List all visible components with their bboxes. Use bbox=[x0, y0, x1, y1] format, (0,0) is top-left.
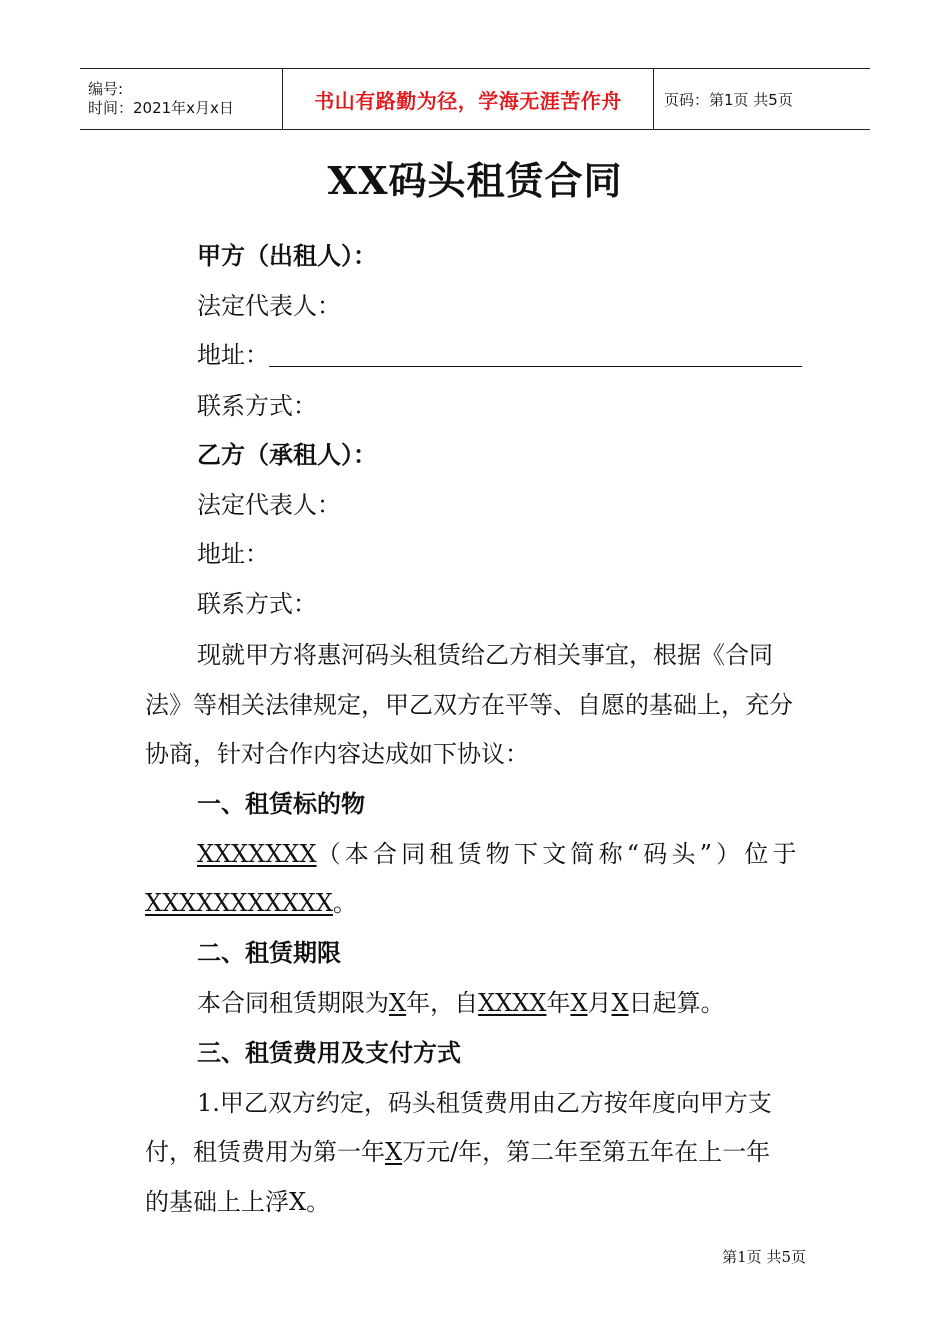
time-label: 时间：2021年x月x日 bbox=[88, 99, 234, 117]
intro-line-2: 法》等相关法律规定，甲乙双方在平等、自愿的基础上，充分 bbox=[145, 691, 793, 719]
header-meta bbox=[80, 69, 282, 129]
start-month: X bbox=[570, 989, 588, 1017]
header-page-info: 页码：第1页 共5页 bbox=[664, 90, 793, 109]
party-a-contact: 联系方式： bbox=[197, 392, 317, 420]
intro-line-3: 协商，针对合作内容达成如下协议： bbox=[145, 740, 529, 768]
party-b-heading: 乙方（承租人）： bbox=[197, 441, 377, 469]
section3-line-2 bbox=[145, 1134, 807, 1170]
party-a-address-label: 地址： bbox=[197, 341, 269, 369]
term-text-1: 本合同租赁期限为 bbox=[197, 989, 389, 1017]
party-a-rep: 法定代表人： bbox=[197, 292, 341, 320]
page-footer: 第1页 共5页 bbox=[722, 1248, 806, 1266]
page-header bbox=[80, 68, 870, 130]
section2-term bbox=[145, 985, 859, 1021]
term-text-4: 月 bbox=[587, 989, 612, 1017]
start-day: X bbox=[611, 989, 629, 1017]
term-text-5: 日起算。 bbox=[628, 989, 725, 1017]
header-motto: 书山有路勤为径，学海无涯苦作舟 bbox=[282, 69, 654, 129]
term-text-3: 年 bbox=[546, 989, 571, 1017]
party-b-address: 地址： bbox=[197, 540, 269, 568]
lease-object-text: （本合同租赁物下文简称“码头”）位于 bbox=[316, 840, 801, 868]
fee-amount: X bbox=[385, 1138, 403, 1166]
fee-text-1: 付，租赁费用为第一年 bbox=[145, 1138, 385, 1166]
lease-object-name: XXXXXXX bbox=[197, 840, 317, 868]
intro-line-1: 现就甲方将惠河码头租赁给乙方相关事宜，根据《合同 bbox=[197, 641, 773, 669]
section3-line-3: 的基础上上浮X。 bbox=[145, 1188, 331, 1216]
party-b-contact: 联系方式： bbox=[197, 590, 317, 618]
party-a-address bbox=[145, 337, 859, 373]
fee-text-2: 万元/年，第二年至第五年在上一年 bbox=[402, 1138, 771, 1166]
section1-heading: 一、租赁标的物 bbox=[197, 790, 365, 818]
section3-heading: 三、租赁费用及支付方式 bbox=[197, 1039, 461, 1067]
term-text-2: 年，自 bbox=[406, 989, 479, 1017]
section1-end: 。 bbox=[332, 889, 357, 917]
party-a-heading: 甲方（出租人）： bbox=[197, 242, 377, 270]
section1-line-2 bbox=[145, 885, 807, 921]
section1-line-1 bbox=[145, 836, 859, 872]
lease-object-location: XXXXXXXXXXX bbox=[145, 889, 333, 917]
address-blank-line bbox=[269, 342, 802, 367]
document-title: XX码头租赁合同 bbox=[327, 158, 623, 203]
term-years: X bbox=[389, 989, 407, 1017]
start-year: XXXX bbox=[478, 989, 547, 1017]
party-b-rep: 法定代表人： bbox=[197, 491, 341, 519]
number-label: 编号: bbox=[88, 80, 124, 98]
section2-heading: 二、租赁期限 bbox=[197, 939, 341, 967]
section3-line-1: 1.甲乙双方约定，码头租赁费用由乙方按年度向甲方支 bbox=[197, 1089, 772, 1117]
